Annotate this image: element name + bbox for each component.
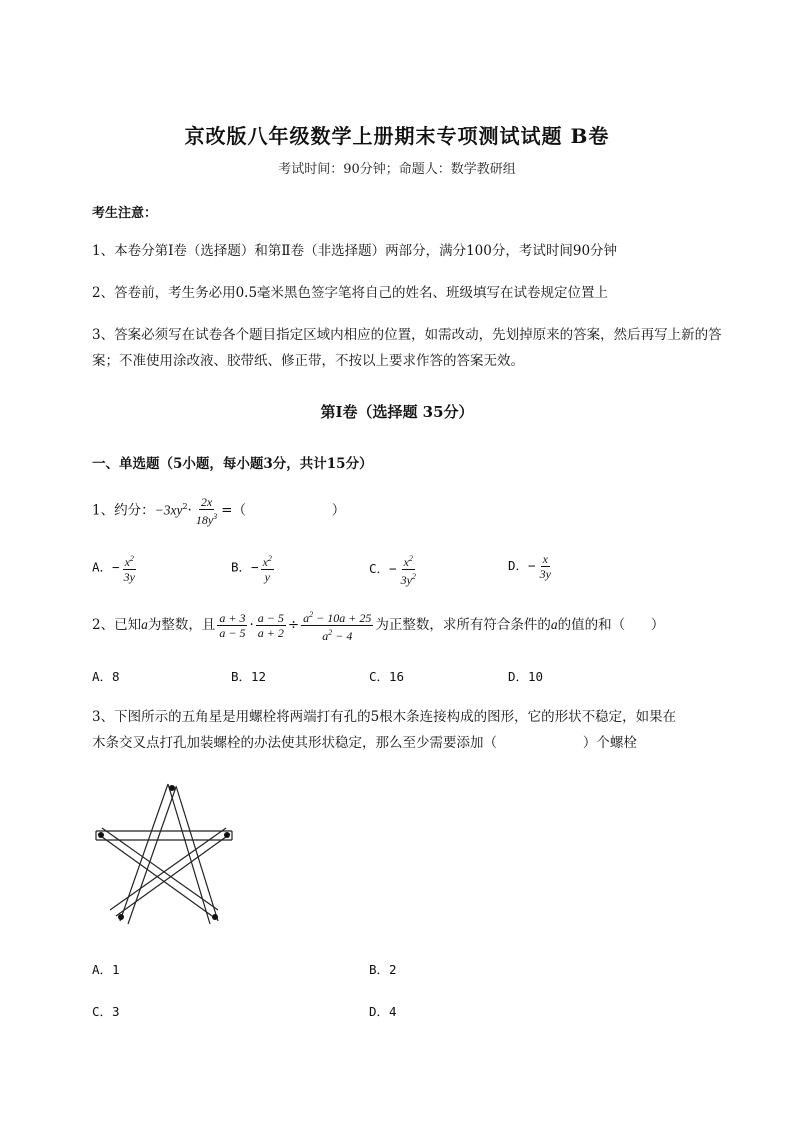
notice-item-3: 3、答案必须写在试卷各个题目指定区域内相应的位置，如需改动，先划掉原来的答案，然后再写上新的答案；不准使用涂改液、胶带纸、修正带，不按以上要求作答的答案无效。 [92, 327, 722, 369]
notice-heading: 考生注意： [92, 206, 158, 221]
part-heading: 一、单选题（5小题，每小题3分，共计15分） [92, 456, 373, 472]
q2-fraction-3: $\frac{a^2 - 10a + 25}{a^2 - 4}$ [303, 610, 372, 643]
q1-option-b: B．− $\frac{x^2}{y}$ [231, 554, 272, 584]
q3-option-c: C．3 [92, 1004, 120, 1019]
question-1 [92, 494, 345, 527]
q1-suffix: =（ ） [221, 502, 346, 519]
q1-frac-den: $18y^3$ [195, 512, 218, 527]
q3-option-a: A．1 [92, 962, 120, 977]
q2-option-b: B．12 [231, 669, 267, 684]
q1-frac-num: 2x [200, 495, 213, 509]
pentagram-figure [88, 776, 238, 936]
question-3-line-1: 3、下图所示的五角星是用螺栓将两端打有孔的5根木条连接构成的图形，它的形状不稳定，如果在 [92, 709, 677, 725]
section-title: 第I卷（选择题 35分） [320, 403, 474, 421]
q2-option-a: A．8 [92, 669, 120, 684]
q1-expr-lead: −3xy [154, 502, 183, 518]
bolt-top [169, 785, 175, 791]
q1-option-a: A．− $\frac{x^2}{3y}$ [92, 554, 135, 584]
notice-item-1: 1、本卷分第I卷（选择题）和第Ⅱ卷（非选择题）两部分，满分100分，考试时间90分钟 [92, 243, 618, 259]
q2-option-c: C．16 [369, 669, 405, 684]
wood-strip-left-br [98, 828, 218, 916]
question-3-line-2: 木条交叉点打孔加装螺栓的办法使其形状稳定，那么至少需要添加（ ）个螺栓 [92, 735, 637, 751]
bolt-left [98, 832, 104, 838]
page-title: 京改版八年级数学上册期末专项测试试题 B卷 [184, 124, 610, 148]
q2-option-d: D．10 [508, 669, 544, 684]
q1-option-d: D．− $\frac{x}{3y}$ [508, 552, 551, 581]
exam-info: 考试时间：90分钟；命题人：数学教研组 [278, 162, 516, 177]
question-2: 2、已知a为整数，且 $\frac{a + 3}{a - 5}$ · $\frac{a - 5}{a + 2}$ ÷ $\frac{a^2 - 10a + 25}{a^2 - 4}$ 为正整数，求所有符合条件的a的值的和（ ） [92, 610, 665, 643]
bolt-bottom-left [118, 914, 124, 920]
q1-prefix: 1、约分： [92, 502, 155, 519]
bolt-bottom-right [212, 914, 218, 920]
q2-fraction-2: $\frac{a - 5}{a + 2}$ [257, 611, 284, 640]
notice-item-2: 2、答卷前，考生务必用0.5毫米黑色签字笔将自己的姓名、班级填写在试卷规定位置上 [92, 285, 609, 301]
q1-sup: 2 [182, 502, 188, 511]
q2-fraction-1: $\frac{a + 3}{a - 5}$ [219, 611, 246, 640]
q1-fraction [194, 495, 219, 527]
q3-option-b: B．2 [369, 962, 397, 977]
q3-option-d: D．4 [369, 1004, 397, 1019]
bolt-right [224, 832, 230, 838]
q1-option-c: C．− $\frac{x^2}{3y^2}$ [369, 554, 416, 587]
q1-dot: · [187, 502, 192, 519]
wood-strip-top-left [120, 784, 176, 924]
